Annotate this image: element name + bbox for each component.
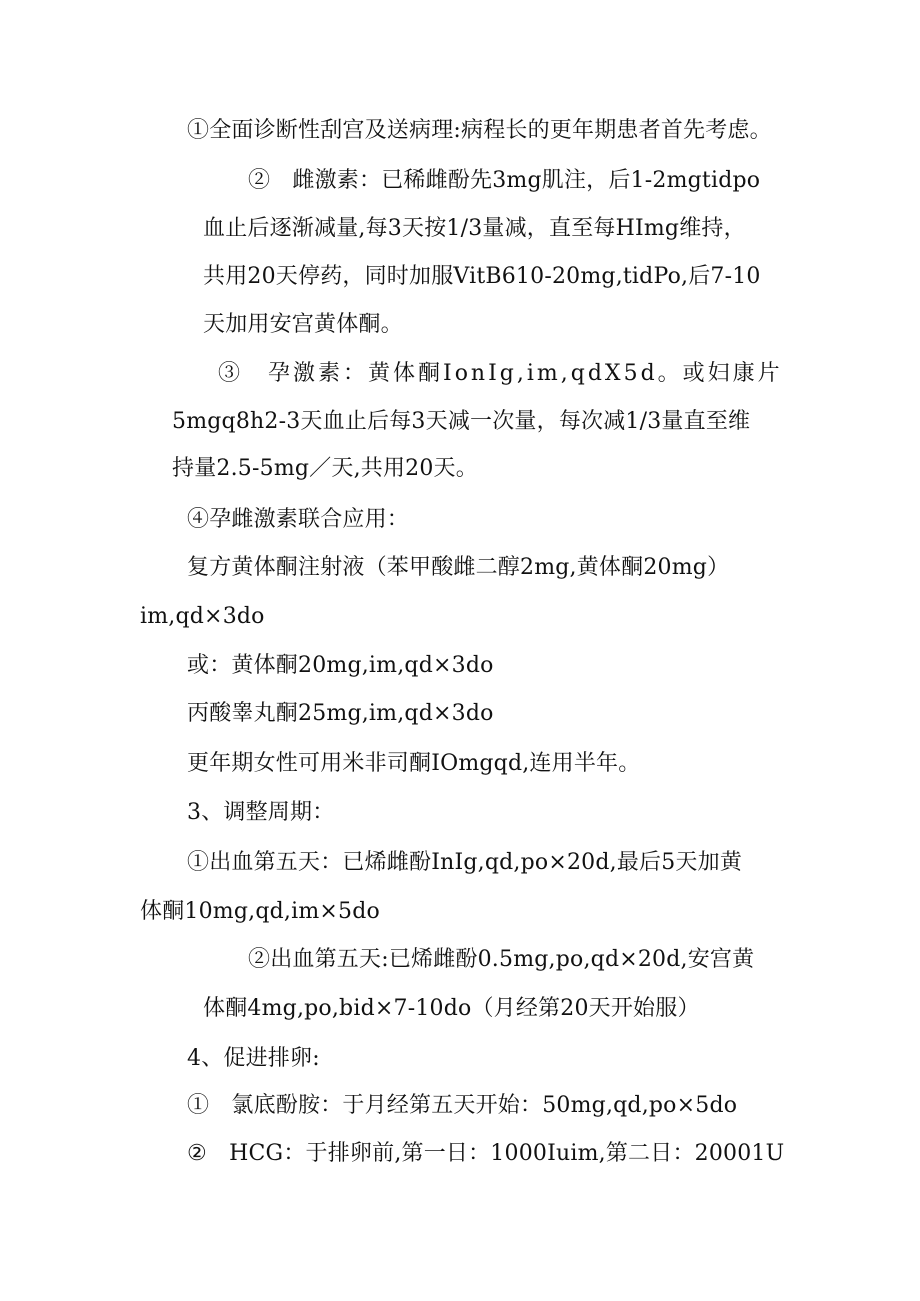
text-line-4: 共用20天停药，同时加服VitB610-20mg,tidPo,后7-10	[203, 264, 761, 289]
text-line-9: ④孕雌激素联合应用：	[187, 507, 410, 532]
text-line-22: ② HCG：于排卵前,第一日：1000Iuim,第二日：20001U	[187, 1141, 785, 1166]
text-line-21: ① 氯底酚胺：于月经第五天开始：50mg,qd,po×5do	[187, 1093, 738, 1118]
text-line-12: 或：黄体酮20mg,im,qd×3do	[187, 653, 494, 678]
text-line-18: ②出血第五天:已烯雌酚0.5mg,po,qd×20d,安宫黄	[248, 947, 755, 972]
text-line-17: 体酮10mg,qd,im×5do	[140, 899, 380, 924]
text-line-16: ①出血第五天：已烯雌酚InIg,qd,po×20d,最后5天加黄	[187, 850, 743, 875]
text-line-11: im,qd×3do	[140, 604, 265, 629]
section-heading-3: 3、调整周期：	[187, 800, 335, 825]
section-heading-4: 4、促进排卵:	[187, 1046, 320, 1071]
text-line-19: 体酮4mg,po,bid×7-10do（月经第20天开始服）	[203, 996, 700, 1021]
text-line-8: 持量2.5-5mg／天,共用20天。	[172, 456, 478, 481]
text-line-1: ①全面诊断性刮宫及送病理:病程长的更年期患者首先考虑。	[187, 118, 772, 143]
text-line-14: 更年期女性可用米非司酮IOmgqd,连用半年。	[187, 751, 641, 776]
text-line-10: 复方黄体酮注射液（苯甲酸雌二醇2mg,黄体酮20mg）	[187, 555, 730, 580]
text-line-2: ② 雌激素：已稀雌酚先3mg肌注，后1-2mgtidpo	[248, 168, 761, 193]
text-line-6: ③ 孕激素：黄体酮IonIg,im,qdX5d。或妇康片	[218, 361, 783, 386]
text-line-5: 天加用安宫黄体酮。	[203, 312, 403, 337]
text-line-13: 丙酸睾丸酮25mg,im,qd×3do	[187, 701, 494, 726]
text-line-7: 5mgq8h2-3天血止后每3天减一次量，每次减1/3量直至维	[172, 409, 751, 434]
text-line-3: 血止后逐渐减量,每3天按1/3量减，直至每HImg维持，	[203, 216, 746, 241]
